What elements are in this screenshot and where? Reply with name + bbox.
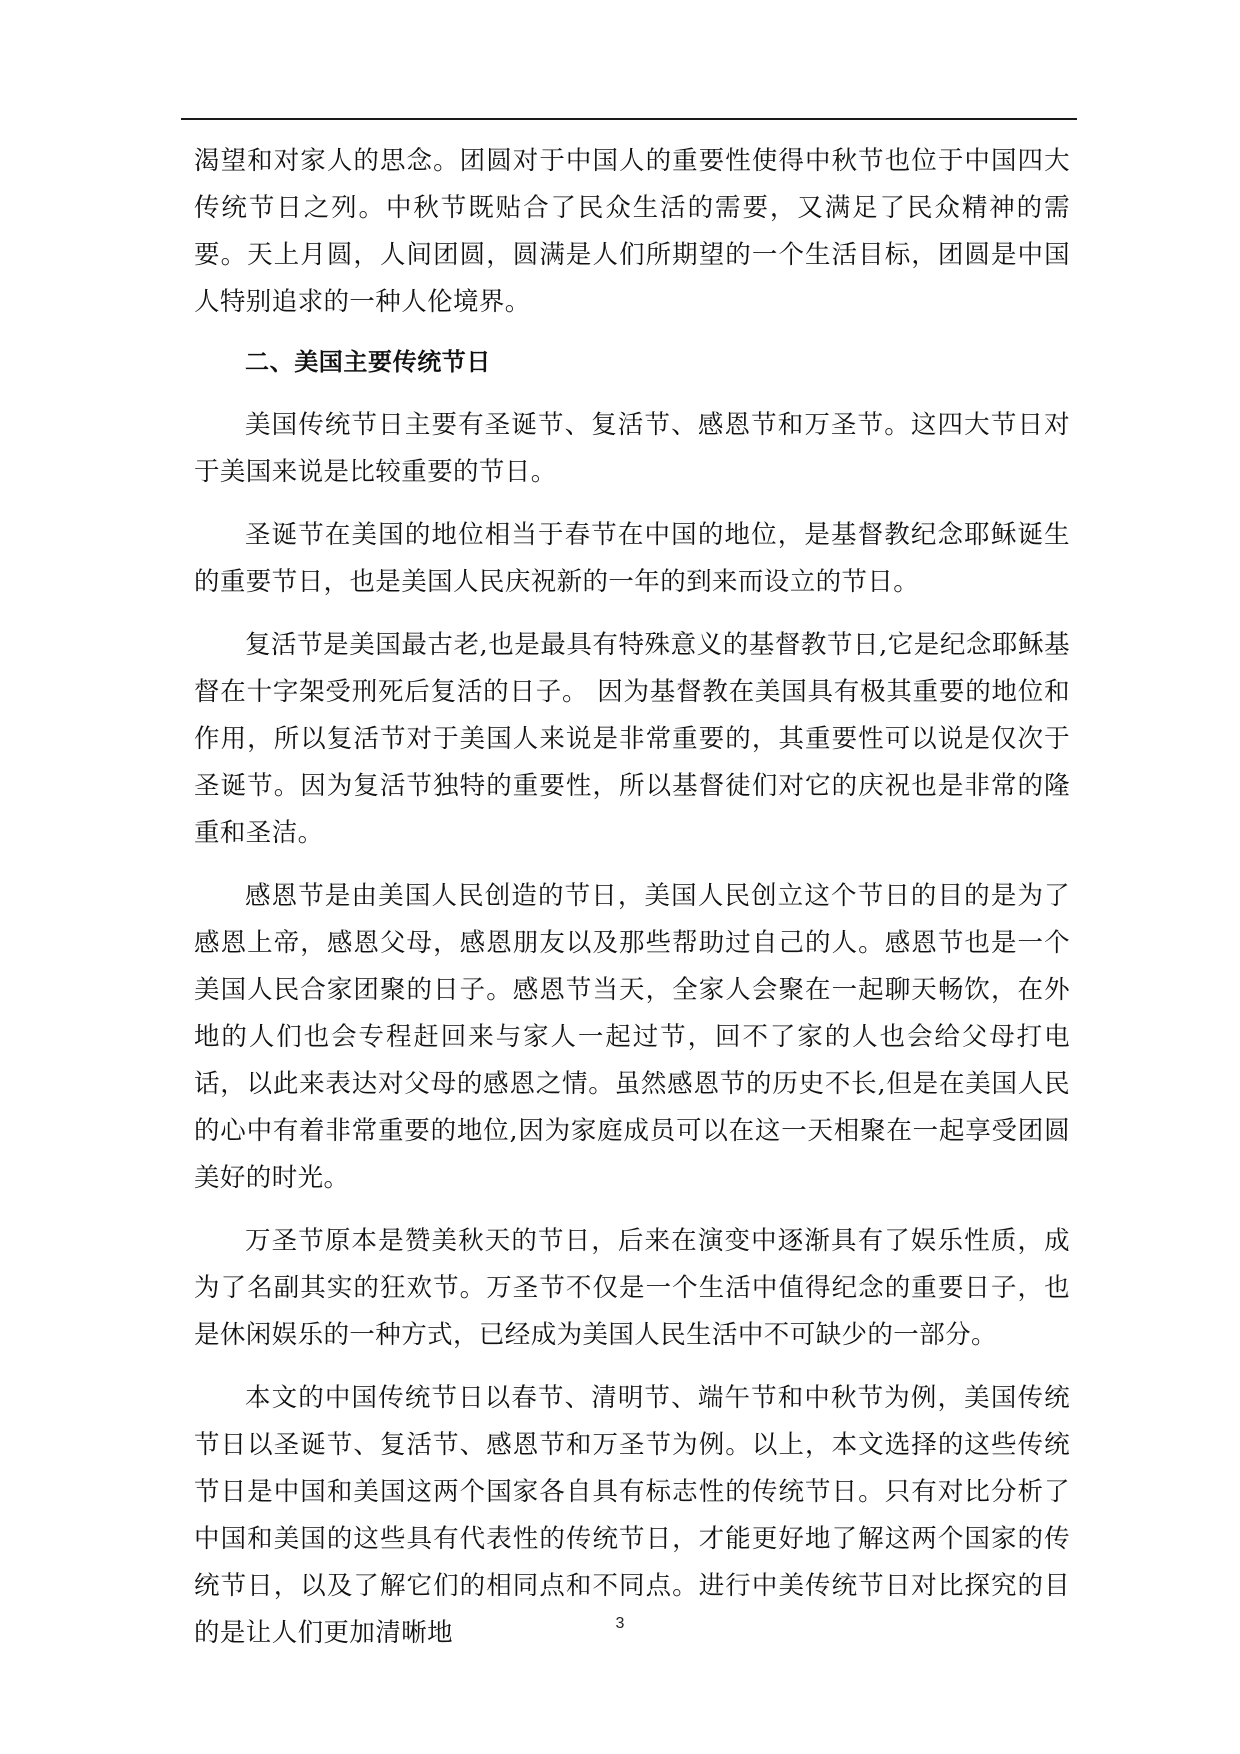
section-heading: 二、美国主要传统节日 (245, 348, 491, 376)
paragraph-halloween: 万圣节原本是赞美秋天的节日，后来在演变中逐渐具有了娱乐性质，成为了名副其实的狂欢节。万圣节不仅是一个生活中值得纪念的重要日子，也是休闲娱乐的一种方式，已经成为美国人民生活中不可缺少的一部分。 (194, 1226, 1070, 1350)
paragraph-summary: 本文的中国传统节日以春节、清明节、端午节和中秋节为例，美国传统节日以圣诞节、复活节、感恩节和万圣节为例。以上，本文选择的这些传统节日是中国和美国这两个国家各自具有标志性的传统节日。只有对比分析了中国和美国的这些具有代表性的传统节日，才能更好地了解这两个国家的传统节日，以及了解它们的相同点和不同点。进行中美传统节日对比探究的目的是让人们更加清晰地 (194, 1383, 1070, 1648)
paragraph-us-festivals-intro: 美国传统节日主要有圣诞节、复活节、感恩节和万圣节。这四大节日对于美国来说是比较重要的节日。 (194, 410, 1070, 487)
paragraph-thanksgiving: 感恩节是由美国人民创造的节日，美国人民创立这个节日的目的是为了感恩上帝，感恩父母，感恩朋友以及那些帮助过自己的人。感恩节也是一个美国人民合家团聚的日子。感恩节当天，全家人会聚在一起聊天畅饮，在外地的人们也会专程赶回来与家人一起过节，回不了家的人也会给父母打电话，以此来表达对父母的感恩之情。虽然感恩节的历史不长,但是在美国人民的心中有着非常重要的地位,因为家庭成员可以在这一天相聚在一起享受团圆美好的时光。 (194, 881, 1070, 1193)
paragraph-easter: 复活节是美国最古老,也是最具有特殊意义的基督教节日,它是纪念耶稣基督在十字架受刑死后复活的日子。 因为基督教在美国具有极其重要的地位和作用，所以复活节对于美国人来说是非常重要的，其重要性可以说是仅次于圣诞节。因为复活节独特的重要性，所以基督徒们对它的庆祝也是非常的隆重和圣洁。 (194, 630, 1070, 848)
document-body (194, 138, 1070, 1673)
paragraph-continuation: 渴望和对家人的思念。团圆对于中国人的重要性使得中秋节也位于中国四大传统节日之列。中秋节既贴合了民众生活的需要，又满足了民众精神的需要。天上月圆，人间团圆，圆满是人们所期望的一个生活目标，团圆是中国人特别追求的一种人伦境界。 (194, 146, 1070, 317)
page-number: 3 (615, 1615, 625, 1632)
paragraph-christmas: 圣诞节在美国的地位相当于春节在中国的地位，是基督教纪念耶稣诞生的重要节日，也是美国人民庆祝新的一年的到来而设立的节日。 (194, 520, 1070, 597)
header-rule (181, 118, 1077, 120)
